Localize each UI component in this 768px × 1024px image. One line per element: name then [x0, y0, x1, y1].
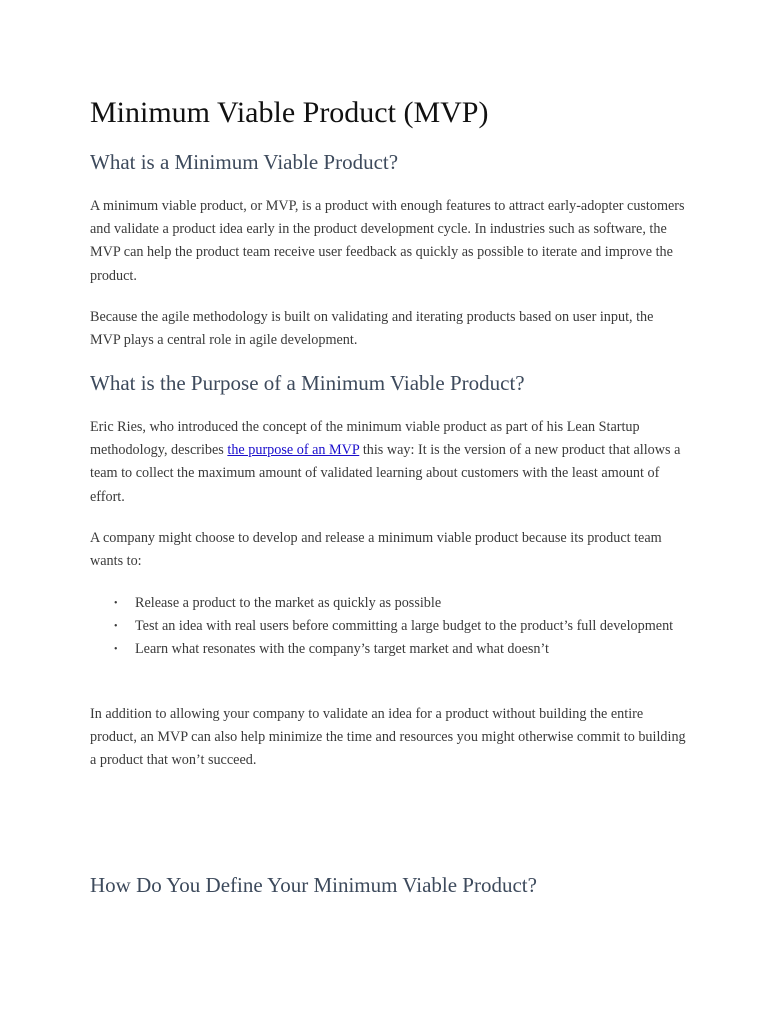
list-item [90, 615, 686, 638]
bullet-icon: • [114, 621, 118, 633]
list-item-text: Test an idea with real users before committing a large budget to the product’s full development [135, 618, 674, 635]
paragraph-agile-methodology: Because the agile methodology is built on validating and iterating products based on user input, the MVP plays a central role in agile development. [90, 309, 654, 349]
heading-purpose-of-mvp: What is the Purpose of a Minimum Viable Product? [90, 371, 525, 395]
paragraph-company-reasons: A company might choose to develop and release a minimum viable product because its product team wants to: [90, 530, 662, 570]
reasons-list [90, 592, 686, 662]
purpose-of-mvp-link[interactable]: the purpose of an MVP [227, 442, 360, 459]
paragraph-mvp-definition: A minimum viable product, or MVP, is a product with enough features to attract early-adopter customers and validate a product idea early in the product development cycle. In industries such as software, the MVP can help the product team receive user feedback as quickly as possible to iterate and improve the product. [90, 198, 685, 284]
heading-define-mvp: How Do You Define Your Minimum Viable Product? [90, 873, 537, 897]
list-item-text: Learn what resonates with the company’s target market and what doesn’t [135, 641, 549, 658]
list-item [90, 638, 686, 661]
bullet-icon: • [114, 644, 118, 656]
paragraph-eric-ries-text-end: this way: It is the version of a new product that allows a team to collect the maximum amount of validated learning about customers with the least amount of effort. [90, 442, 681, 505]
heading-what-is-mvp: What is a Minimum Viable Product? [90, 150, 399, 174]
paragraph-eric-ries-text-start: Eric Ries, who introduced the concept of the minimum viable product as part of his Lean Startup methodology, describes [90, 419, 640, 459]
paragraph-eric-ries [90, 416, 686, 509]
paragraph-mvp-benefits: In addition to allowing your company to validate an idea for a product without building the entire product, an MVP can also help minimize the time and resources you might otherwise commit to building a product that won’t succeed. [90, 706, 686, 769]
list-item-text: Release a product to the market as quickly as possible [135, 595, 442, 611]
list-item [90, 592, 686, 615]
document-title: Minimum Viable Product (MVP) [90, 96, 489, 129]
bullet-icon: • [114, 598, 118, 609]
